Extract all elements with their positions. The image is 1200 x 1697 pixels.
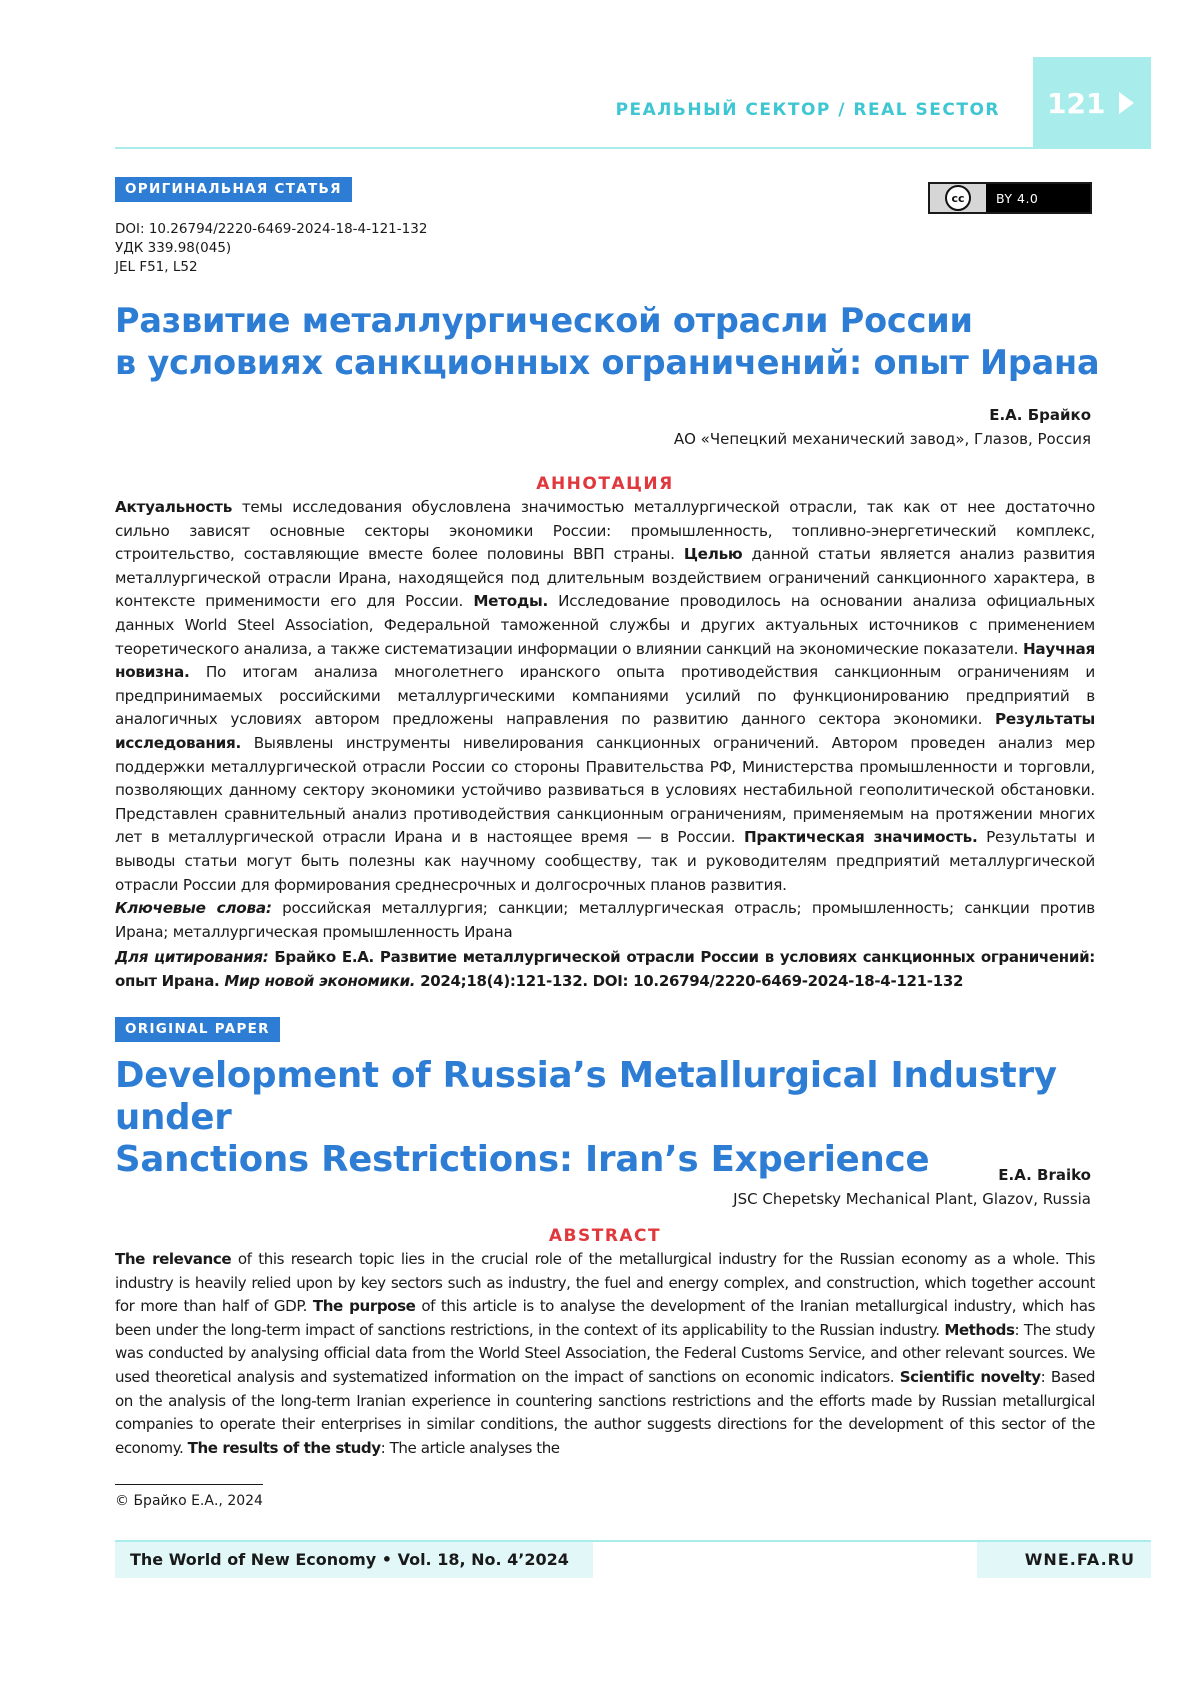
header-rule xyxy=(115,147,1033,149)
abstract-body-ru xyxy=(115,496,1095,944)
title-en-line-1: Development of Russia’s Metallurgical Industry under xyxy=(115,1055,1057,1138)
abstract-lead-term: Методы. xyxy=(473,592,548,611)
citation-journal: Мир новой экономики. xyxy=(224,972,416,990)
jel-code: JEL F51, L52 xyxy=(115,259,198,275)
citation-tail: 2024;18(4):121-132. DOI: 10.26794/2220-6469-2024-18-4-121-132 xyxy=(415,972,964,990)
abstract-text: of this article is to analyse the development of the Iranian metallurgical industry, which has been under the long-term impact of sanctions restrictions, in the context of its applicability to the Russian industry. xyxy=(115,1297,1095,1339)
footnote-rule xyxy=(115,1484,263,1485)
udk-code: УДК 339.98(045) xyxy=(115,240,232,256)
abstract-lead-term: Актуальность xyxy=(115,498,233,516)
abstract-body-en xyxy=(115,1248,1095,1460)
author-affiliation-ru: АО «Чепецкий механический завод», Глазов, Россия xyxy=(673,430,1091,448)
section-label: РЕАЛЬНЫЙ СЕКТОР / REAL SECTOR xyxy=(615,100,1000,120)
abstract-text: Выявлены инструменты нивелирования санкционных ограничений. Автором проведен анализ мер поддержки металлургической отрасли России со стороны Правительства РФ, Министерства промышленности и торговли, позволяющих данному сектору экономики устойчиво развиваться в условиях нестабильной геополитической обстановки. Представлен сравнительный анализ противодействия санкционным ограничениям, применяемым на протяжении многих лет в металлургической отрасли Ирана и в настоящее время — в России. xyxy=(115,733,1095,847)
cc-logo xyxy=(930,184,986,212)
page-number-box xyxy=(1033,57,1151,149)
abstract-lead-term: Scientific novelty xyxy=(899,1367,1041,1386)
keywords-list: российская металлургия; санкции; металлургическая отрасль; промышленность; санкции против Ирана; металлургическая промышленность Ирана xyxy=(115,899,1095,941)
author-name-en: E.A. Braiko xyxy=(998,1166,1091,1184)
journal-website-link[interactable]: WNE.FA.RU xyxy=(1024,1550,1135,1569)
abstract-text: : Based on the analysis of the long-term Iranian experience in countering sanctions restrictions and the efforts made by Russian metallurgical companies to operate their enterprises in similar conditions, the author suggests directions for the development of this sector of the economy. xyxy=(115,1367,1095,1457)
abstract-text: темы исследования обусловлена значимостью металлургической отрасли, так как от нее достаточно сильно зависят основные секторы экономики России: промышленность, топливно-энергетический комплекс, строительство, составляющие вместе более половины ВВП страны. xyxy=(115,498,1095,564)
title-ru-line-1: Развитие металлургической отрасли России xyxy=(115,301,973,340)
cc-icon: cc xyxy=(945,185,971,211)
abstract-lead-term: Methods xyxy=(944,1320,1015,1339)
citation-main: Брайко Е.А. Развитие металлургической отрасли России в условиях санкционных ограничений: опыт Ирана. xyxy=(115,948,1095,990)
abstract-lead-term: Результаты исследования. xyxy=(115,710,1095,752)
next-arrow-icon xyxy=(1119,92,1134,114)
abstract-lead-term: The relevance xyxy=(115,1250,232,1268)
journal-info: The World of New Economy • Vol. 18, No. 4’2024 xyxy=(130,1550,569,1569)
abstract-heading-en: ABSTRACT xyxy=(548,1226,662,1246)
abstract-lead-term: Практическая значимость. xyxy=(743,828,978,847)
abstract-text: данной статьи является анализ развития металлургической отрасли Ирана, находящейся под длительным воздействием ограничений санкционного характера, в контексте применимости его для России. xyxy=(115,545,1095,611)
abstract-text: : The study was conducted by analysing official data from the World Steel Association, the Federal Customs Service, and other relevant sources. We used theoretical analysis and systematized information on the impact of sanctions on economic indicators. xyxy=(115,1320,1096,1386)
keywords-label: Ключевые слова: xyxy=(115,899,272,918)
abstract-text: По итогам анализа многолетнего иранского опыта противодействия санкционным ограничениям и предпринимаемых российскими металлургическими компаниями усилий по функционированию предприятий в аналогичных условиях автором предложены направления по развитию данного сектора экономики. xyxy=(115,663,1095,729)
abstract-lead-term: The results of the study xyxy=(187,1438,381,1457)
author-name-ru: Е.А. Брайко xyxy=(989,406,1091,424)
author-affiliation-en: JSC Chepetsky Mechanical Plant, Glazov, Russia xyxy=(733,1190,1091,1208)
citation-label: Для цитирования: xyxy=(115,948,269,966)
abstract-text: of this research topic lies in the crucial role of the metallurgical industry for the Russian economy as a whole. This industry is heavily relied upon by key sectors such as industry, the fuel and energy complex, and construction, which together account for more than half of GDP. xyxy=(115,1250,1095,1316)
abstract-lead-term: Научная новизна. xyxy=(115,639,1095,682)
abstract-lead-term: The purpose xyxy=(312,1297,416,1316)
abstract-text: Исследование проводилось на основании анализа официальных данных World Steel Association, Федеральной таможенной службы и других актуальных источников с применением теоретического анализа, а также систематизации информации о влиянии санкций на экономические показатели. xyxy=(115,592,1095,658)
keywords xyxy=(115,897,1095,944)
cc-license-badge[interactable] xyxy=(928,182,1092,214)
copyright-notice: © Брайко Е.А., 2024 xyxy=(115,1493,263,1509)
article-type-badge-ru: ОРИГИНАЛЬНАЯ СТАТЬЯ xyxy=(115,177,352,202)
title-ru-line-2: в условиях санкционных ограничений: опыт Ирана xyxy=(115,343,1100,382)
abstract-text: : The article analyses the xyxy=(380,1438,560,1457)
citation xyxy=(115,945,1095,993)
abstract-text: Результаты и выводы статьи могут быть полезны как научному сообществу, так и руководителям предприятий металлургической отрасли России для формирования среднесрочных и долгосрочных планов развития. xyxy=(115,828,1095,894)
article-title-ru xyxy=(115,300,1105,384)
doi: DOI: 10.26794/2220-6469-2024-18-4-121-132 xyxy=(115,221,428,237)
page-number: 121 xyxy=(1047,86,1106,120)
article-type-badge-en: ORIGINAL PAPER xyxy=(115,1017,280,1042)
abstract-heading-ru: АННОТАЦИЯ xyxy=(536,474,674,494)
cc-license-text: BY 4.0 xyxy=(996,190,1039,206)
article-title-en xyxy=(115,1055,1105,1181)
title-en-line-2: Sanctions Restrictions: Iran’s Experience xyxy=(115,1139,930,1180)
abstract-lead-term: Целью xyxy=(683,545,743,564)
